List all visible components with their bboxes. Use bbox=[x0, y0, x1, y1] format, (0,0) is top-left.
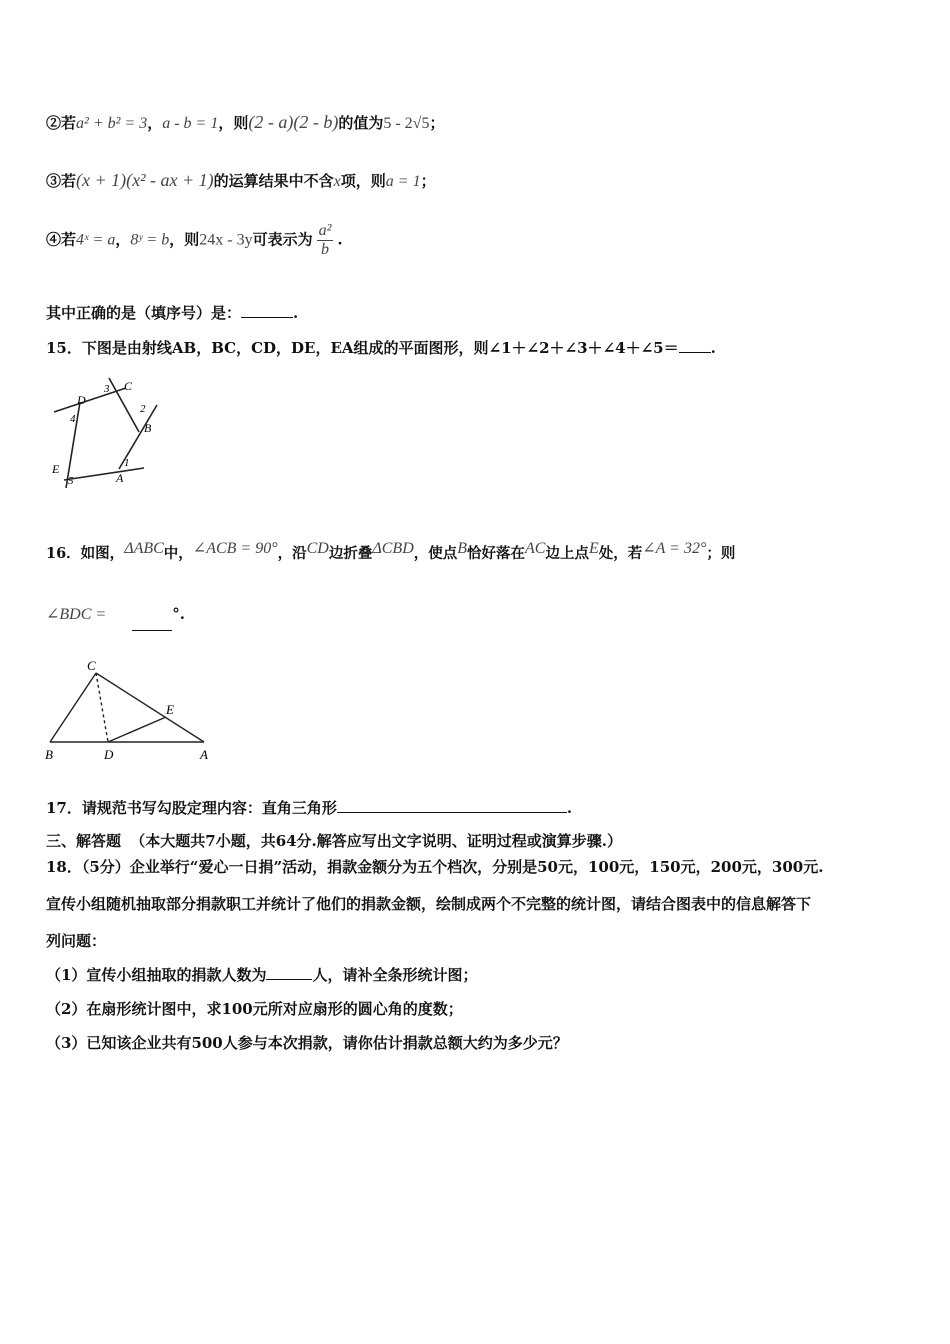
q16-answer-line: ∠BDC = °. bbox=[46, 604, 185, 624]
q18-sub-1: （1）宣传小组抽取的捐款人数为 人，请补全条形统计图； bbox=[46, 966, 478, 984]
label-c: C bbox=[87, 658, 96, 673]
answer-blank bbox=[337, 812, 567, 813]
section-3-heading: 三、解答题 （本大题共7小题，共64分.解答应写出文字说明、证明过程或演算步骤.） bbox=[46, 832, 623, 850]
math-expr: 5 - 2√5 bbox=[383, 115, 430, 132]
q16-figure bbox=[42, 655, 217, 765]
label-d: D bbox=[104, 747, 114, 762]
label-b: B bbox=[144, 421, 152, 435]
segment-ca bbox=[96, 673, 204, 742]
math-expr: (x + 1)(x² - ax + 1) bbox=[76, 170, 214, 190]
angle-5: 5 bbox=[68, 475, 74, 487]
math-var: x bbox=[333, 173, 341, 190]
q18-line-1: 18．（5分）企业举行“爱心一日捐”活动，捐款金额分为五个档次，分别是50元，100元，150元，200元，300元. bbox=[46, 858, 824, 876]
ray-ea bbox=[64, 468, 144, 480]
item-3: ③若(x + 1)(x² - ax + 1)的运算结果中不含x项，则a = 1； bbox=[46, 170, 436, 190]
q18-line-2: 宣传小组随机抽取部分捐款职工并统计了他们的捐款金额，绘制成两个不完整的统计图，请结合图表中的信息解答下 bbox=[46, 895, 812, 913]
segment-de bbox=[108, 717, 166, 742]
answer-blank bbox=[241, 317, 293, 318]
label-e: E bbox=[166, 702, 174, 717]
q15-text: 15．下图是由射线AB，BC，CD，DE，EA组成的平面图形，则∠1＋∠2＋∠3＋∠4＋∠5＝ . bbox=[46, 339, 716, 357]
angle-1: 1 bbox=[124, 457, 130, 469]
segment-cd-fold bbox=[96, 673, 108, 742]
label-d: D bbox=[77, 393, 86, 407]
q18-sub-2: （2）在扇形统计图中，求100元所对应扇形的圆心角的度数； bbox=[46, 1000, 463, 1018]
label-a: A bbox=[116, 471, 124, 485]
math-expr: 4ˣ = a bbox=[76, 231, 116, 249]
math-expr: a - b = 1 bbox=[162, 115, 219, 132]
q18-sub-3: （3）已知该企业共有500人参与本次捐款，请你估计捐款总额大约为多少元？ bbox=[46, 1034, 568, 1052]
segment-bc bbox=[50, 673, 96, 742]
math-expr: 24x - 3y bbox=[199, 231, 253, 249]
label-c: C bbox=[124, 379, 133, 393]
label-e: E bbox=[52, 462, 60, 476]
angle-3: 3 bbox=[104, 383, 110, 395]
item-2: ②若a² + b² = 3，a - b = 1，则(2 - a)(2 - b)的值为5 - 2√5； bbox=[46, 112, 445, 132]
math-expr: a² + b² = 3 bbox=[76, 115, 148, 132]
math-expr: a = 1 bbox=[385, 173, 421, 190]
fraction: $\frac{\text{a²}}{b}$ bbox=[318, 222, 332, 258]
q14-answer-line: 其中正确的是（填序号）是： . bbox=[46, 304, 299, 322]
angle-4: 4 bbox=[70, 413, 76, 425]
q17-text: 17．请规范书写勾股定理内容：直角三角形 . bbox=[46, 799, 573, 817]
q16-text: 16．如图，ΔABC中，∠ACB = 90°，沿CD边折叠ΔCBD，使点B恰好落在AC边上点E处，若∠A = 32°；则 bbox=[46, 540, 736, 562]
answer-blank bbox=[132, 630, 172, 631]
math-expr: (2 - a)(2 - b) bbox=[248, 112, 339, 132]
label-a: A bbox=[200, 747, 208, 762]
ray-cd bbox=[54, 388, 126, 412]
angle-2: 2 bbox=[140, 403, 146, 415]
q15-figure bbox=[44, 370, 164, 495]
q18-line-3: 列问题： bbox=[46, 932, 107, 950]
math-expr: 8ʸ = b bbox=[130, 231, 170, 249]
answer-blank bbox=[266, 979, 312, 980]
answer-blank bbox=[679, 352, 711, 353]
item-4: ④若4ˣ = a，8ʸ = b，则24x - 3y可表示为 $\frac{\text{a²}}{b}$ . bbox=[46, 222, 343, 258]
label-b: B bbox=[45, 747, 53, 762]
